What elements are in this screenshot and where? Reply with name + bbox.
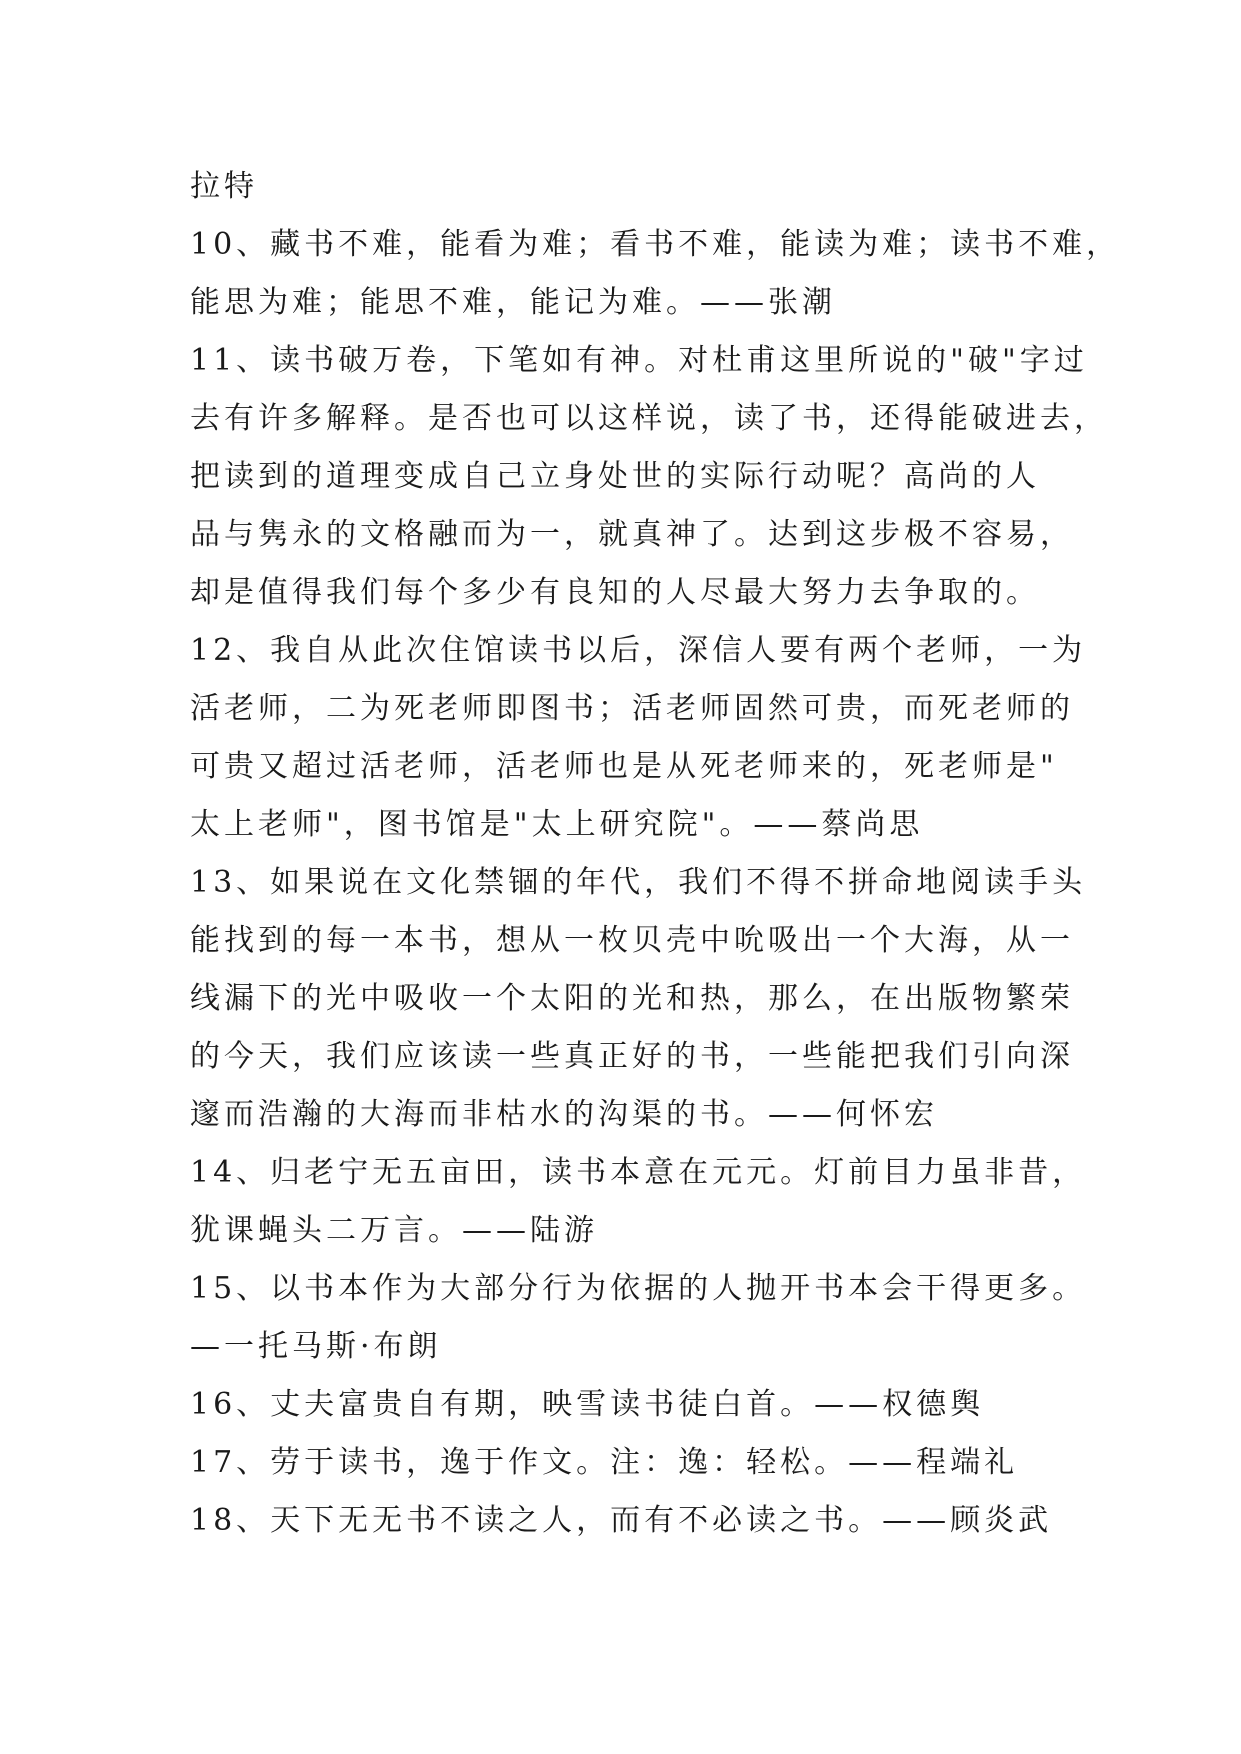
text-line: 13、如果说在文化禁锢的年代，我们不得不拼命地阅读手头	[190, 865, 1087, 900]
text-line: 邃而浩瀚的大海而非枯水的沟渠的书。——何怀宏	[190, 1097, 938, 1132]
text-line: 10、藏书不难，能看为难；看书不难，能读为难；读书不难，	[190, 227, 1121, 262]
text-line: 去有许多解释。是否也可以这样说，读了书，还得能破进去，	[190, 401, 1108, 436]
text-line: 可贵又超过活老师，活老师也是从死老师来的，死老师是"	[190, 749, 1058, 784]
text-line: 12、我自从此次住馆读书以后，深信人要有两个老师，一为	[190, 633, 1087, 668]
text-line: 活老师，二为死老师即图书；活老师固然可贵，而死老师的	[190, 691, 1074, 726]
text-line: 把读到的道理变成自己立身处世的实际行动呢？高尚的人	[190, 459, 1040, 494]
text-line: 却是值得我们每个多少有良知的人尽最大努力去争取的。	[190, 575, 1040, 610]
text-line: 16、丈夫富贵自有期，映雪读书徒白首。——权德舆	[190, 1387, 985, 1422]
text-line: 能找到的每一本书，想从一枚贝壳中吮吸出一个大海，从一	[190, 923, 1074, 958]
text-line: 14、归老宁无五亩田，读书本意在元元。灯前目力虽非昔，	[190, 1155, 1087, 1190]
text-line: 拉特	[190, 169, 258, 204]
text-line: 17、劳于读书，逸于作文。注：逸：轻松。——程端礼	[190, 1445, 1019, 1480]
text-line: 11、读书破万卷，下笔如有神。对杜甫这里所说的"破"字过	[190, 343, 1088, 378]
text-line: 品与隽永的文格融而为一，就真神了。达到这步极不容易，	[190, 517, 1074, 552]
text-line: 的今天，我们应该读一些真正好的书，一些能把我们引向深	[190, 1039, 1074, 1074]
text-line: 18、天下无无书不读之人，而有不必读之书。——顾炎武	[190, 1503, 1053, 1538]
text-line: —一托马斯·布朗	[190, 1329, 442, 1364]
text-line: 能思为难；能思不难，能记为难。——张潮	[190, 285, 836, 320]
text-line: 线漏下的光中吸收一个太阳的光和热，那么，在出版物繁荣	[190, 981, 1074, 1016]
document-body	[190, 158, 1121, 1550]
text-line: 犹课蝇头二万言。——陆游	[190, 1213, 598, 1248]
text-line: 15、以书本作为大部分行为依据的人抛开书本会干得更多。	[190, 1271, 1087, 1306]
text-line: 太上老师"，图书馆是"太上研究院"。——蔡尚思	[190, 807, 924, 842]
